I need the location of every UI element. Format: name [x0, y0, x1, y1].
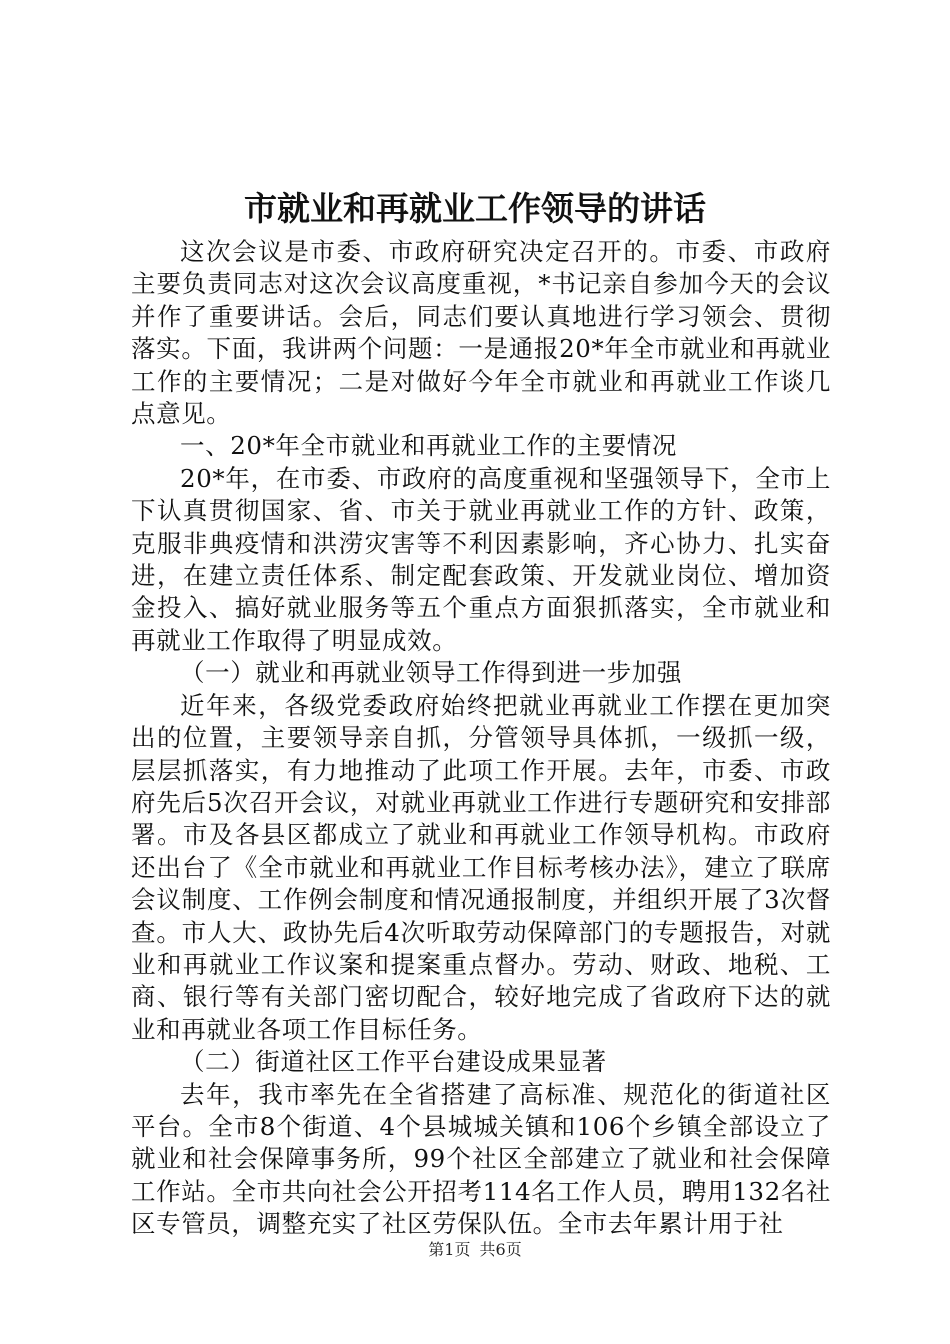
- page-number: 第1页: [428, 1240, 471, 1259]
- document-title: 市就业和再就业工作领导的讲话: [244, 189, 706, 228]
- document-body: [131, 236, 831, 1241]
- paragraph-leadership: 近年来，各级党委政府始终把就业再就业工作摆在更加突出的位置，主要领导亲自抓，分管领导具体抓，一级抓一级，层层抓落实，有力地推动了此项工作开展。去年，市委、市政府先后5次召开会议，对就业再就业工作进行专题研究和安排部署。市及各县区都成立了就业和再就业工作领导机构。市政府还出台了《全市就业和再就业工作目标考核办法》，建立了联席会议制度、工作例会制度和情况通报制度，并组织开展了3次督查。市人大、政协先后4次听取劳动保障部门的专题报告，对就业和再就业工作议案和提案重点督办。劳动、财政、地税、工商、银行等有关部门密切配合，较好地完成了省政府下达的就业和再就业各项工作目标任务。: [131, 690, 831, 1044]
- subsection-heading-1: （一）就业和再就业领导工作得到进一步加强: [180, 658, 682, 688]
- page-total: 共6页: [479, 1240, 522, 1259]
- paragraph-intro: 这次会议是市委、市政府研究决定召开的。市委、市政府主要负责同志对这次会议高度重视，*书记亲自参加今天的会议并作了重要讲话。会后，同志们要认真地进行学习领会、贯彻落实。下面，我讲两个问题：一是通报20*年全市就业和再就业工作的主要情况；二是对做好今年全市就业和再就业工作谈几点意见。: [131, 237, 831, 429]
- subsection-heading-2: （二）街道社区工作平台建设成果显著: [180, 1047, 607, 1077]
- page-footer: [0, 1238, 950, 1262]
- paragraph-summary: 20*年，在市委、市政府的高度重视和坚强领导下，全市上下认真贯彻国家、省、市关于就业再就业工作的方针、政策，克服非典疫情和洪涝灾害等不利因素影响，齐心协力、扎实奋进，在建立责任体系、制定配套政策、开发就业岗位、增加资金投入、搞好就业服务等五个重点方面狠抓落实，全市就业和再就业工作取得了明显成效。: [131, 463, 831, 655]
- section-heading-1: 一、20*年全市就业和再就业工作的主要情况: [180, 431, 678, 461]
- paragraph-community-platform: 去年，我市率先在全省搭建了高标准、规范化的街道社区平台。全市8个街道、4个县城城关镇和106个乡镇全部设立了就业和社会保障事务所，99个社区全部建立了就业和社会保障工作站。全市共向社会公开招考114名工作人员，聘用132名社区专管员，调整充实了社区劳保队伍。全市去年累计用于社: [131, 1079, 831, 1239]
